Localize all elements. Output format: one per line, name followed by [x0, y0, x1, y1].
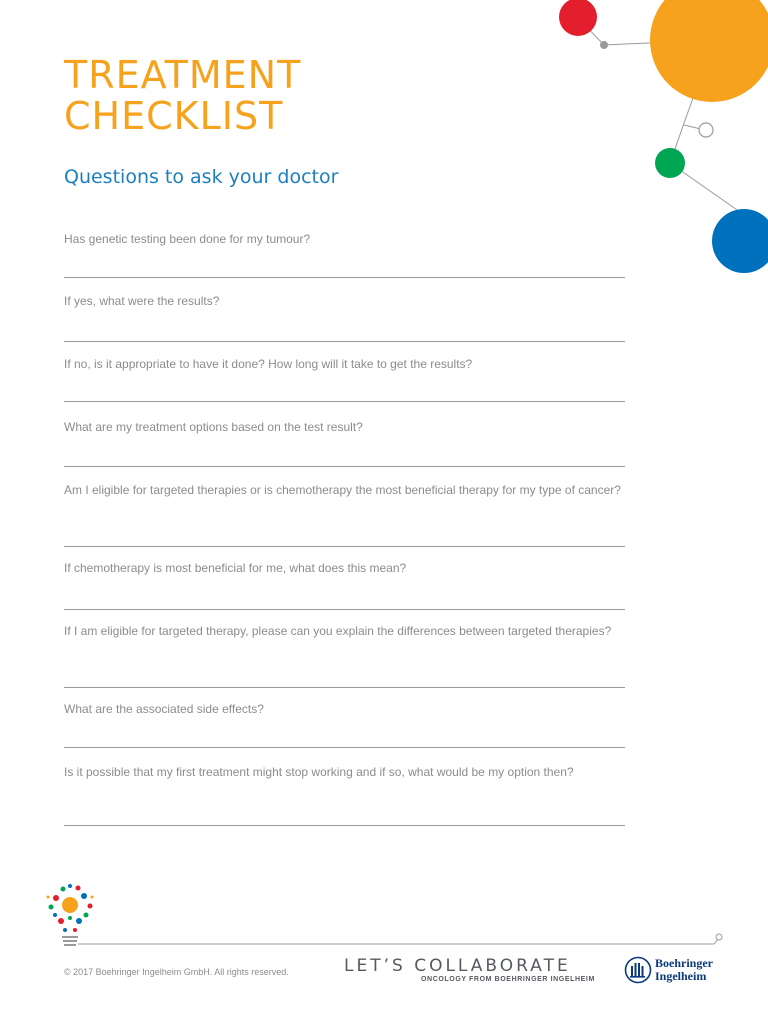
question-4: What are my treatment options based on the test result?	[64, 420, 363, 434]
page-title	[64, 55, 301, 137]
answer-line-9[interactable]	[64, 825, 625, 826]
brand-line-1: Boehringer	[655, 956, 713, 970]
question-5: Am I eligible for targeted therapies or is chemotherapy the most beneficial therapy for my type of cancer?	[64, 483, 621, 497]
boehringer-wordmark	[655, 957, 713, 983]
green-dot	[655, 148, 685, 178]
brand-line-2: Ingelheim	[655, 969, 707, 983]
title-line-1: TREATMENT	[64, 53, 302, 97]
orange-dot	[650, 0, 768, 102]
gray-dot	[600, 41, 608, 49]
answer-line-1[interactable]	[64, 277, 625, 278]
question-8: What are the associated side effects?	[64, 702, 264, 716]
answer-line-6[interactable]	[64, 609, 625, 610]
answer-line-2[interactable]	[64, 341, 625, 342]
campaign-subtitle: ONCOLOGY FROM BOEHRINGER INGELHEIM	[421, 976, 595, 983]
question-7: If I am eligible for targeted therapy, please can you explain the differences between targeted therapies?	[64, 624, 612, 638]
question-3: If no, is it appropriate to have it done? How long will it take to get the results?	[64, 357, 473, 371]
question-6: If chemotherapy is most beneficial for me, what does this mean?	[64, 561, 407, 575]
boehringer-logo	[624, 956, 724, 986]
answer-line-7[interactable]	[64, 687, 625, 688]
question-2: If yes, what were the results?	[64, 294, 220, 308]
page-subtitle: Questions to ask your doctor	[64, 166, 339, 188]
answer-line-3[interactable]	[64, 401, 625, 402]
blue-dot	[712, 209, 768, 273]
hollow-dot	[699, 123, 713, 137]
title-line-2: CHECKLIST	[64, 94, 284, 138]
copyright-notice: © 2017 Boehringer Ingelheim GmbH. All rights reserved.	[64, 967, 289, 977]
campaign-logo	[344, 956, 600, 983]
red-dot	[559, 0, 597, 36]
boehringer-mark-icon	[624, 956, 652, 984]
campaign-title: LET’S COLLABORATE	[344, 956, 571, 976]
answer-line-8[interactable]	[64, 747, 625, 748]
question-9: Is it possible that my first treatment might stop working and if so, what would be my option then?	[64, 765, 574, 779]
answer-line-4[interactable]	[64, 466, 625, 467]
answer-line-5[interactable]	[64, 546, 625, 547]
question-1: Has genetic testing been done for my tumour?	[64, 232, 311, 246]
molecule-graphic	[0, 0, 768, 300]
